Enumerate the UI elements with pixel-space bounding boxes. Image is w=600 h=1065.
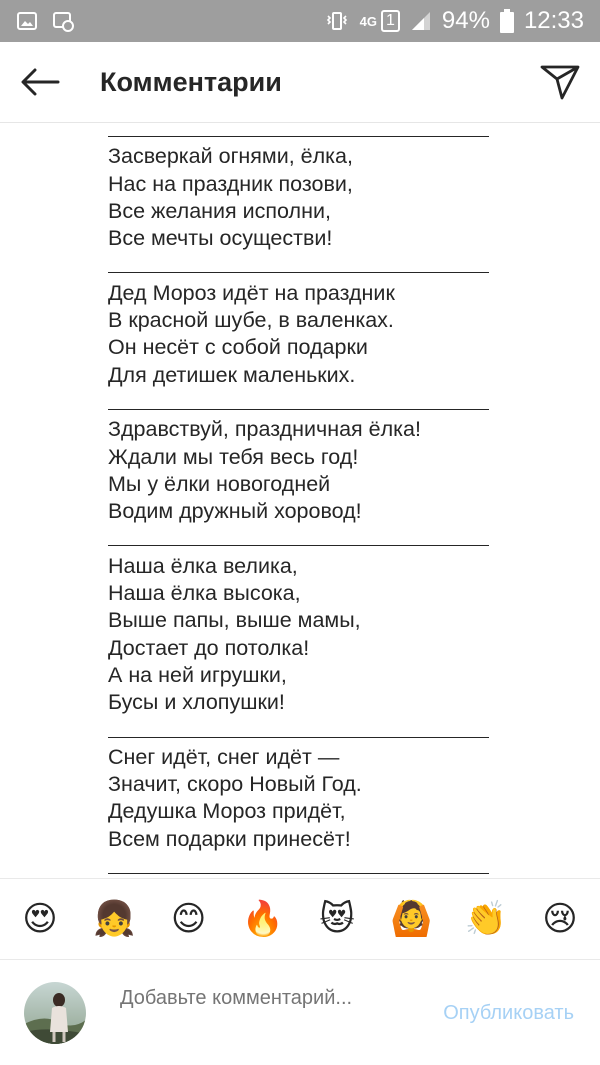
status-bar	[0, 0, 600, 42]
sim-slot-badge: 1	[381, 10, 400, 32]
poem-line: Наша ёлка высока,	[108, 581, 301, 606]
poem-line: Мы у ёлки новогодней	[108, 471, 331, 496]
poem-line: Все мечты осуществи!	[108, 226, 333, 251]
poem-line: Ждали мы тебя весь год!	[108, 444, 359, 469]
user-avatar-image	[24, 982, 86, 1044]
poem-line: Достает до потолка!	[108, 635, 310, 660]
poem-line: Засверкай огнями, ёлка,	[108, 144, 353, 169]
poem-line: Бусы и хлопушки!	[108, 690, 285, 715]
separator-line	[108, 389, 528, 416]
poem-line: Наша ёлка велика,	[108, 553, 298, 578]
fire-emoji[interactable]: 🔥	[241, 899, 285, 939]
heart-eyes-cat-emoji[interactable]: 😻	[319, 899, 355, 939]
blushing-smile-emoji[interactable]: 😊	[170, 899, 207, 939]
raising-hands-person-emoji[interactable]: 🙆	[390, 899, 433, 939]
image-sync-notification-icon	[52, 10, 74, 32]
poem-line: Все желания исполни,	[108, 198, 331, 223]
vibrate-mute-icon	[324, 10, 350, 32]
clapping-hands-emoji[interactable]: 👏	[464, 899, 507, 939]
poem-line: Выше папы, выше мамы,	[108, 608, 361, 633]
clock: 12:33	[523, 7, 584, 34]
app-header	[0, 42, 600, 123]
separator-line	[108, 717, 528, 744]
poem-line: Здравствуй, праздничная ёлка!	[108, 417, 421, 442]
comment-text	[108, 123, 528, 878]
page-title: Комментарии	[100, 66, 282, 97]
poem-line: Дедушка Мороз придёт,	[108, 799, 346, 824]
poem-line: А на ней игрушки,	[108, 662, 287, 687]
avatar	[24, 982, 86, 1044]
back-button[interactable]	[18, 60, 62, 104]
gallery-notification-icon	[16, 10, 38, 32]
poem-line: Дед Мороз идёт на праздник	[108, 280, 395, 305]
poem-line: В красной шубе, в валенках.	[108, 308, 394, 333]
separator-line	[108, 123, 528, 143]
direct-share-button[interactable]	[538, 60, 582, 104]
comment-composer	[0, 961, 600, 1065]
girl-face-emoji[interactable]: 👧	[93, 899, 136, 939]
poem-line: Всем подарки принесёт!	[108, 826, 351, 851]
separator-line	[108, 252, 528, 279]
poem-line: Он несёт с собой подарки	[108, 335, 368, 360]
network-type: 4G	[359, 13, 377, 29]
poem-line: Нас на праздник позови,	[108, 171, 353, 196]
heart-eyes-emoji[interactable]: 😍	[22, 899, 58, 939]
poem-line: Для детишек маленьких.	[108, 362, 356, 387]
separator-line	[108, 853, 528, 878]
publish-button[interactable]: Опубликовать	[443, 1001, 574, 1024]
comment-thread[interactable]	[0, 123, 600, 878]
crying-face-emoji[interactable]: 😢	[542, 899, 578, 939]
poem-line: Водим дружный хоровод!	[108, 499, 362, 524]
arrow-left-icon	[20, 68, 60, 96]
paper-plane-icon	[540, 64, 580, 100]
signal-strength-icon	[410, 10, 432, 32]
separator-line	[108, 525, 528, 552]
battery-percentage: 94%	[441, 7, 490, 34]
comment-input[interactable]	[120, 985, 370, 1041]
poem-line: Значит, скоро Новый Год.	[108, 772, 362, 797]
poem-line: Снег идёт, снег идёт —	[108, 744, 340, 769]
emoji-quick-bar	[0, 878, 600, 960]
battery-icon	[500, 9, 514, 33]
